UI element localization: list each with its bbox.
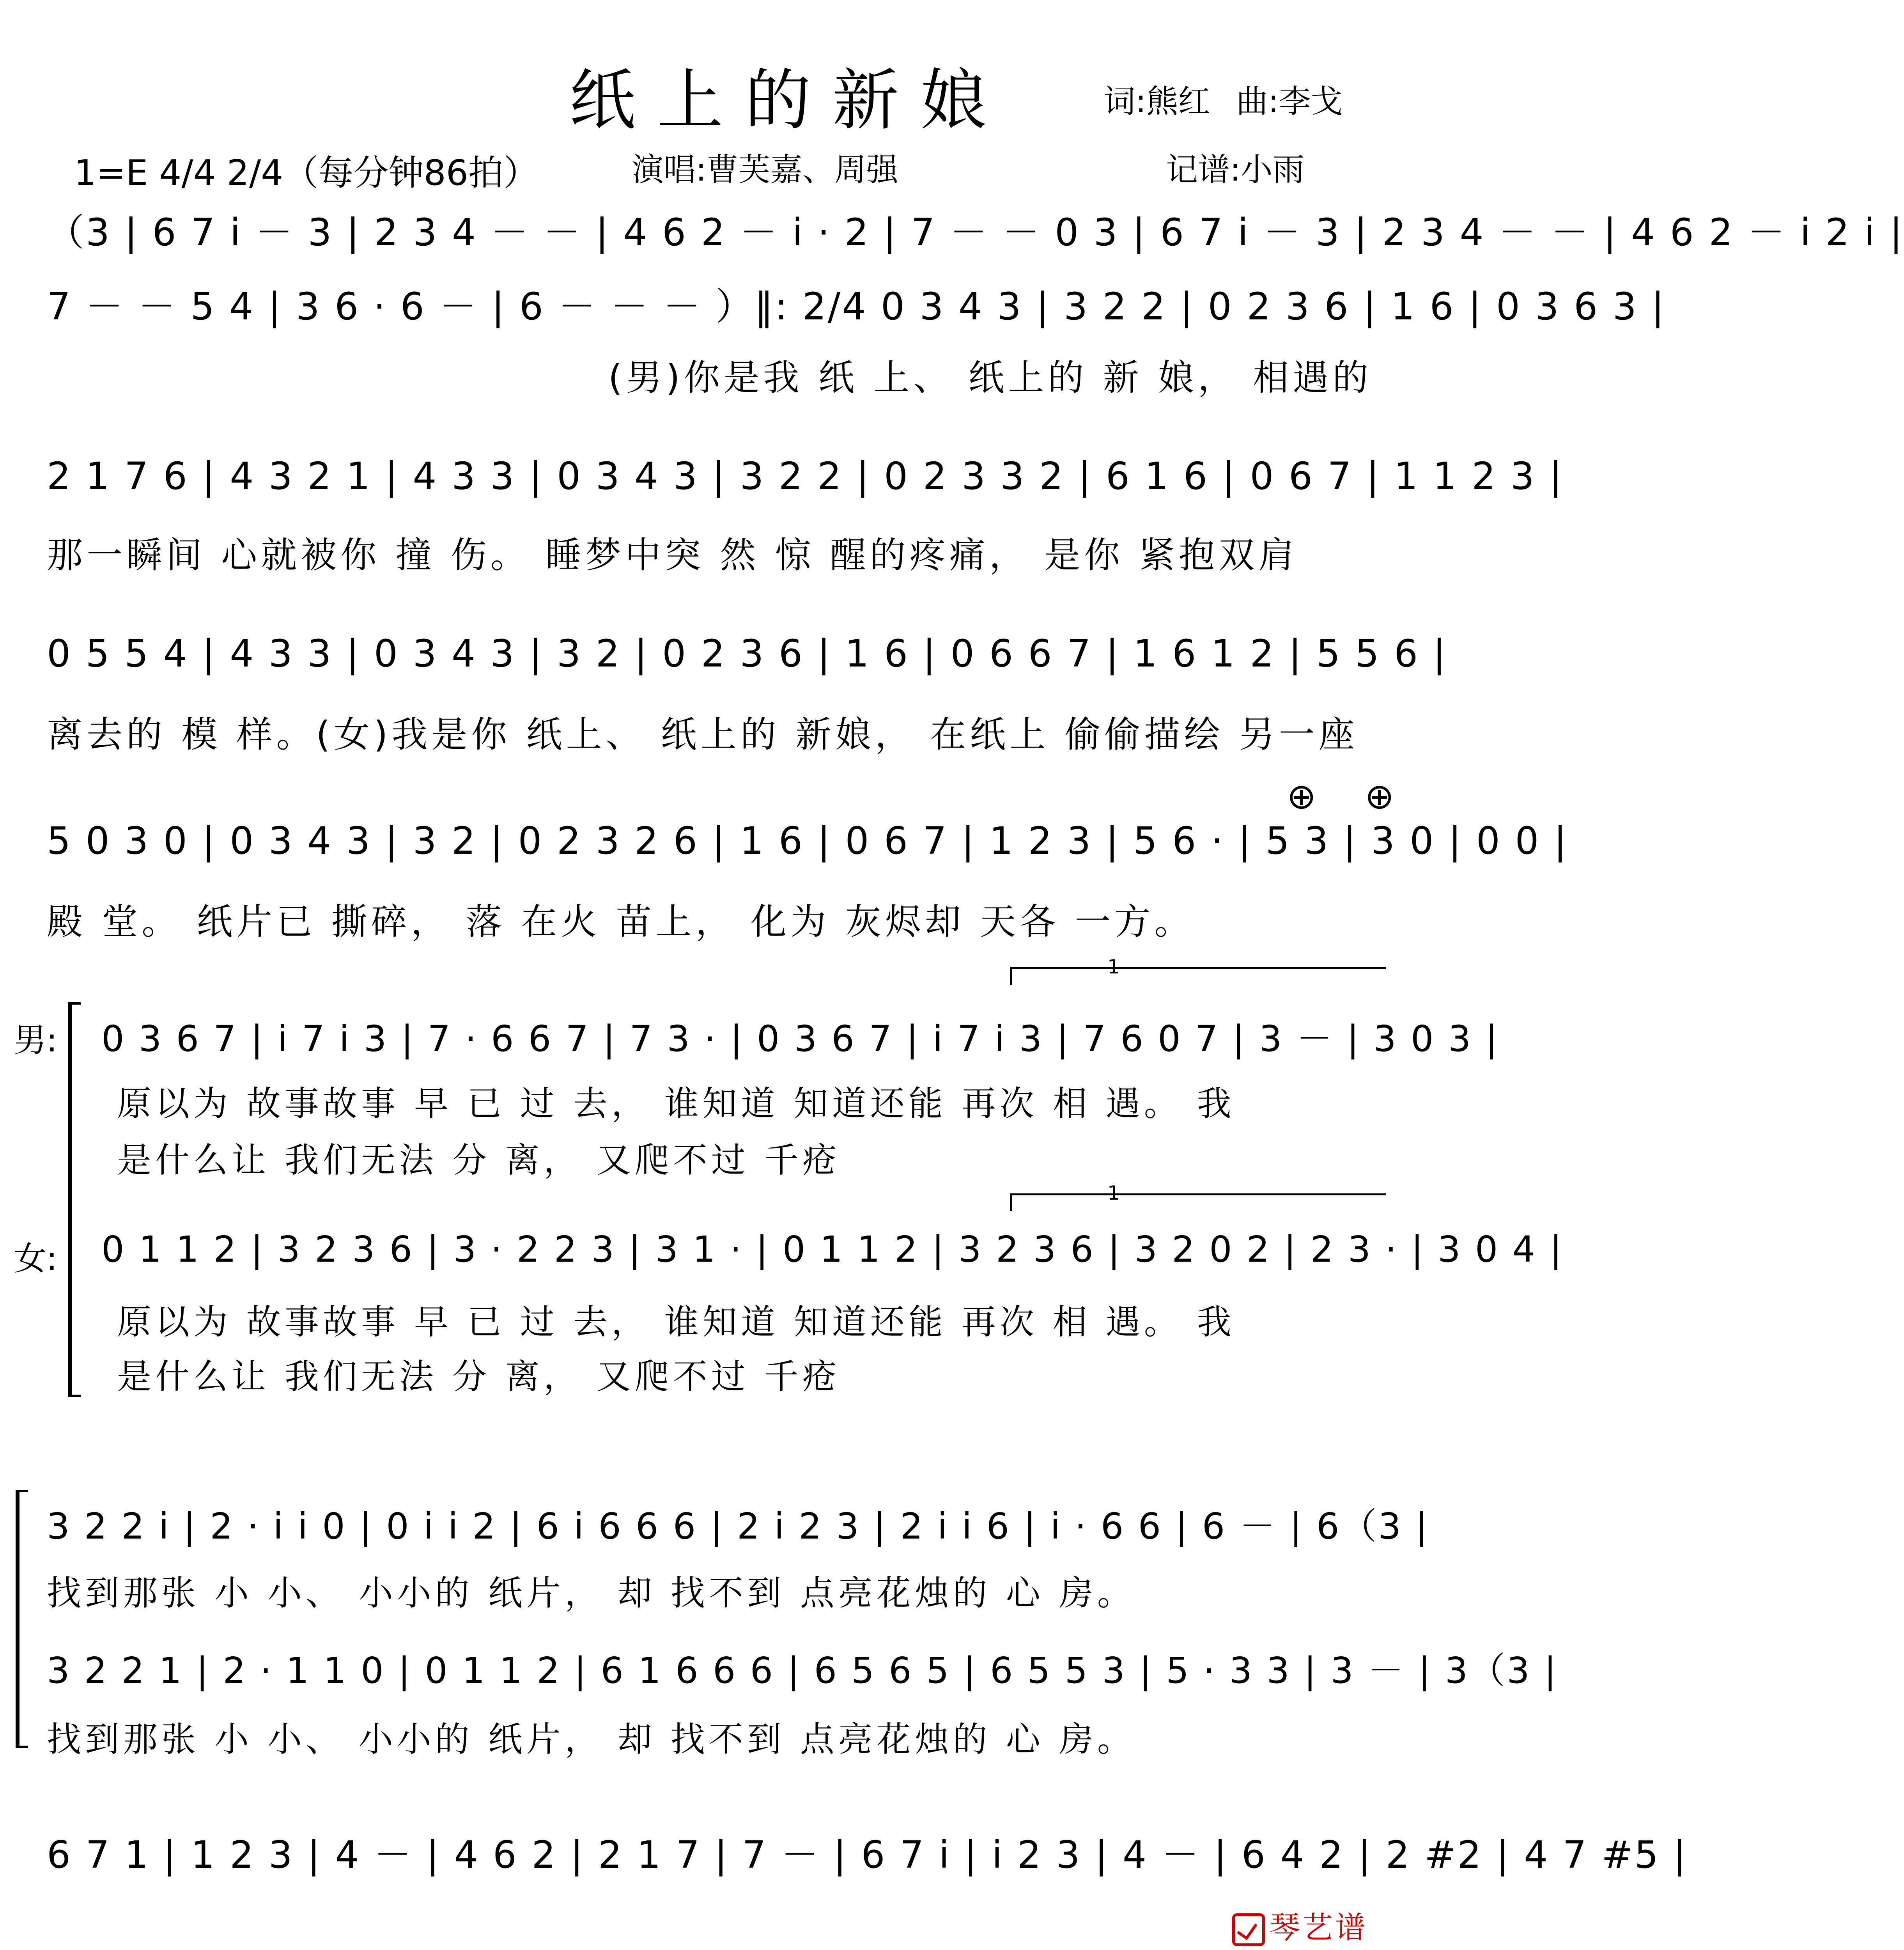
- first-ending-number: 1: [1107, 956, 1120, 978]
- notation-row-2: 7 － － 5 4 | 3 6 · 6 － | 6 － － － ）‖: 2/4 0 3 4 3 | 3 2 2 | 0 2 3 6 | 1 6 | 0 3 6 3 |: [47, 285, 1666, 328]
- key-tempo-marking: 1=E 4/4 2/4（每分钟86拍）: [74, 152, 538, 193]
- first-ending-bracket: [1010, 1193, 1386, 1211]
- notation-row-final: 6 7 1 | 1 2 3 | 4 － | 4 6 2 | 2 1 7 | 7 － | 6 7 i | i 2 3 | 4 － | 6 4 2 | 2 #2 | 4 7 #5 |: [47, 1833, 1688, 1877]
- lyrics-row-5: 殿 堂。 纸片已 撕碎， 落 在火 苗上， 化为 灰烬却 天各 一方。: [47, 901, 1194, 943]
- first-ending-bracket: [1010, 967, 1386, 985]
- coda-sign-icon: ⊕: [1365, 776, 1394, 817]
- notation-male-line-1: 0 3 6 7 | i 7 i 3 | 7 · 6 6 7 | 7 3 · | 0 3 6 7 | i 7 i 3 | 7 6 0 7 | 3 － | 3 0 3 |: [101, 1018, 1499, 1060]
- lyricist-credit: 词:熊红: [1103, 83, 1210, 120]
- notation-row-3: 2 1 7 6 | 4 3 2 1 | 4 3 3 | 0 3 4 3 | 3 2 2 | 0 2 3 3 2 | 6 1 6 | 0 6 7 | 1 1 2 3 |: [47, 454, 1564, 498]
- coda-sign-icon: ⊕: [1287, 776, 1316, 817]
- notation-row-5: 5 0 3 0 | 0 3 4 3 | 3 2 | 0 2 3 2 6 | 1 6 | 0 6 7 | 1 2 3 | 5 6 · | 5 3 | 3 0 | 0 0 |: [47, 819, 1568, 863]
- lyrics-male-line-2: 找到那张 小 小、 小小的 纸片， 却 找不到 点亮花烛的 心 房。: [47, 1573, 1135, 1613]
- notation-row-4: 0 5 5 4 | 4 3 3 | 0 3 4 3 | 3 2 | 0 2 3 6 | 1 6 | 0 6 6 7 | 1 6 1 2 | 5 5 6 |: [47, 632, 1447, 675]
- notation-female-line-1: 0 1 1 2 | 3 2 3 6 | 3 · 2 2 3 | 3 1 · | 0 1 1 2 | 3 2 3 6 | 3 2 0 2 | 2 3 · | 3 0 4 |: [101, 1228, 1564, 1270]
- notation-male-line-2: 3 2 2 i | 2 · i i 0 | 0 i i 2 | 6 i 6 6 6 | 2 i 2 3 | 2 i i 6 | i · 6 6 | 6 － | 6（3 |: [47, 1505, 1429, 1547]
- lyrics-female-verse-2: 是什么让 我们无法 分 离， 又爬不过 千疮: [117, 1356, 841, 1397]
- first-ending-number: 1: [1107, 1182, 1120, 1204]
- notation-row-1: （3 | 6 7 i － 3 | 2 3 4 － － | 4 6 2 － i · 2 | 7 － － 0 3 | 6 7 i － 3 | 2 3 4 － － | 4 6 2 － i 2 i |: [47, 211, 1904, 254]
- lyrics-male-verse-2: 是什么让 我们无法 分 离， 又爬不过 千疮: [117, 1140, 841, 1180]
- composer-credit: 曲:李戈: [1236, 83, 1343, 120]
- lyrics-female-line-2: 找到那张 小 小、 小小的 纸片， 却 找不到 点亮花烛的 心 房。: [47, 1719, 1135, 1759]
- page-title: 纸上的新娘: [569, 62, 1008, 139]
- male-voice-label: 男:: [14, 1021, 58, 1059]
- duet-bracket: [68, 1002, 81, 1397]
- singers-credit: 演唱:曹芙嘉、周强: [632, 151, 898, 188]
- duet-bracket: [16, 1490, 28, 1748]
- lyrics-row-3: 那一瞬间 心就被你 撞 伤。 睡梦中突 然 惊 醒的疼痛， 是你 紧抱双肩: [47, 534, 1298, 576]
- logo-icon: [1232, 1913, 1265, 1946]
- female-voice-label: 女:: [14, 1239, 58, 1278]
- lyrics-row-4: 离去的 模 样。(女)我是你 纸上、 纸上的 新娘， 在纸上 偷偷描绘 另一座: [47, 714, 1358, 755]
- watermark-text: 琴艺谱: [1270, 1910, 1368, 1945]
- watermark-logo: [1232, 1903, 1368, 1947]
- transcriber-credit: 记谱:小雨: [1166, 151, 1305, 188]
- lyrics-row-2: (男)你是我 纸 上、 纸上的 新 娘， 相遇的: [608, 357, 1373, 399]
- notation-female-line-2: 3 2 2 1 | 2 · 1 1 0 | 0 1 1 2 | 6 1 6 6 6 | 6 5 6 5 | 6 5 5 3 | 5 · 3 3 | 3 － | 3（3 |: [47, 1650, 1558, 1691]
- lyrics-male-verse-1: 原以为 故事故事 早 已 过 去， 谁知道 知道还能 再次 相 遇。 我: [117, 1083, 1235, 1124]
- lyrics-female-verse-1: 原以为 故事故事 早 已 过 去， 谁知道 知道还能 再次 相 遇。 我: [117, 1302, 1235, 1342]
